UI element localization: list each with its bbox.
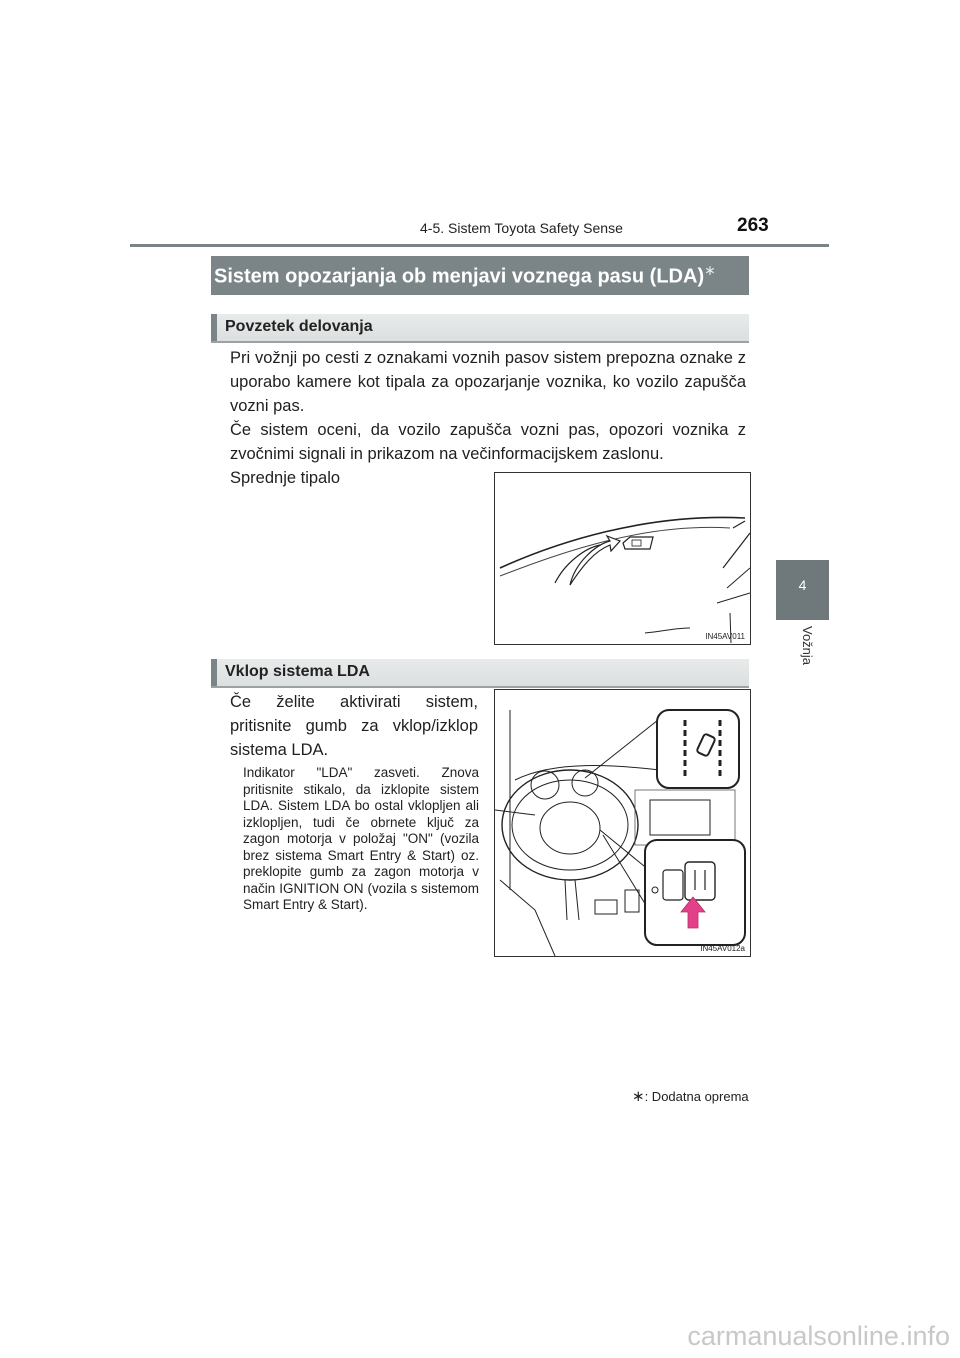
header-section-title: 4-5. Sistem Toyota Safety Sense bbox=[420, 220, 623, 236]
chapter-name: Vožnja bbox=[800, 626, 815, 666]
activation-note: Indikator "LDA" zasveti. Znova pritisnite stikalo, da izklopite sistem LDA. Sistem LDA bo ostal vklopljen ali izklopljen, tudi če obrnete ključ za zagon motorja v položaj "ON" (vozila brez sistema Smart Entry & Start) oz. preklopite gumb za zagon motorja v način IGNITION ON (vozila s sistemom Smart Entry & Start). bbox=[243, 765, 479, 912]
figure-code: IN45AV012a bbox=[700, 944, 745, 953]
lda-switch-figure bbox=[494, 689, 751, 957]
header-divider bbox=[130, 244, 829, 247]
windshield-illustration bbox=[495, 473, 750, 644]
footnote-text: : Dodatna oprema bbox=[644, 1089, 749, 1104]
section-heading-activation bbox=[211, 659, 749, 688]
chapter-number: 4 bbox=[798, 577, 807, 593]
lda-indicator-icon bbox=[657, 710, 739, 788]
section-heading-text: Povzetek delovanja bbox=[225, 318, 373, 335]
heading-marker bbox=[211, 659, 217, 686]
heading-marker bbox=[211, 314, 217, 341]
page-title-text: Sistem opozarjanja ob menjavi voznega pasu (LDA) bbox=[214, 265, 705, 288]
overview-paragraph-2: Če sistem oceni, da vozilo zapušča vozni pas, opozori voznika z zvočnimi signali in prikazom na večinformacijskem zaslonu. bbox=[230, 421, 746, 463]
page-title bbox=[214, 262, 716, 289]
section-heading-overview bbox=[211, 314, 749, 343]
camera-sensor-icon bbox=[623, 537, 653, 549]
footnote bbox=[632, 1087, 749, 1105]
overview-paragraph-1: Pri vožnji po cesti z oznakami voznih pasov sistem prepozna oznake z uporabo kamere kot tipala za opozarjanje voznika, ko vozilo zapušča vozni pas. bbox=[230, 349, 746, 415]
optional-equipment-marker: ∗ bbox=[704, 262, 716, 278]
watermark: carmanualsonline.info bbox=[687, 1321, 950, 1351]
section-heading-text: Vklop sistema LDA bbox=[225, 663, 370, 680]
lda-switch-icon bbox=[645, 840, 745, 945]
figure-code: IN45AV011 bbox=[705, 632, 745, 641]
front-sensor-figure bbox=[494, 472, 751, 645]
chapter-tab[interactable] bbox=[776, 560, 829, 620]
activation-paragraph: Če želite aktivirati sistem, pritisnite gumb za vklop/izklop sistema LDA. bbox=[230, 693, 478, 759]
steering-wheel-illustration bbox=[495, 690, 750, 956]
front-sensor-label: Sprednje tipalo bbox=[230, 469, 341, 487]
page-number: 263 bbox=[737, 215, 769, 236]
footnote-marker: ∗ bbox=[632, 1088, 645, 1105]
